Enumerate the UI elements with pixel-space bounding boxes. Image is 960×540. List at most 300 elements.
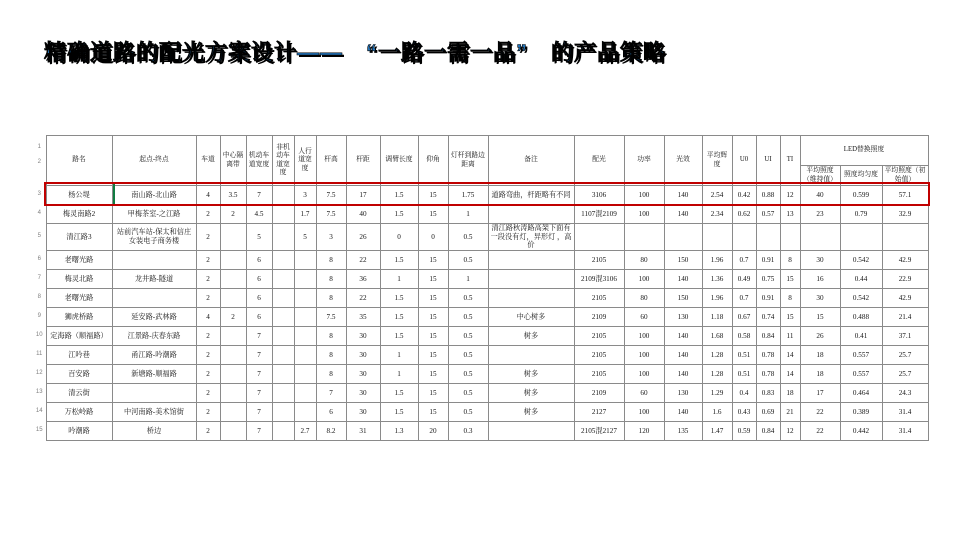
- table-cell: 1.75: [448, 186, 488, 205]
- col-header-led-group: LED替换照度: [800, 136, 928, 166]
- table-cell: 21: [780, 402, 800, 421]
- table-cell: 1: [380, 364, 418, 383]
- table-cell: 8: [316, 364, 346, 383]
- table-cell: 1.3: [380, 421, 418, 440]
- table-cell: 2105混2127: [574, 421, 624, 440]
- table-cell: [112, 383, 196, 402]
- table-cell: 8: [780, 288, 800, 307]
- table-cell: [294, 288, 316, 307]
- table-cell: 树多: [488, 326, 574, 345]
- table-row: [33, 205, 928, 224]
- table-cell: 15: [418, 402, 448, 421]
- table-cell: 1.96: [702, 250, 732, 269]
- road-lighting-table: [33, 135, 929, 441]
- table-cell: 0.557: [840, 345, 882, 364]
- table-cell: [220, 421, 246, 440]
- table-cell: 22: [800, 402, 840, 421]
- table-cell: 2105: [574, 345, 624, 364]
- table-cell: 40: [800, 186, 840, 205]
- table-cell: 7: [246, 186, 272, 205]
- table-cell: 30: [346, 402, 380, 421]
- col-header-pole-height: 杆高: [316, 136, 346, 186]
- table-cell: 0.51: [732, 364, 756, 383]
- table-cell: 7.5: [316, 186, 346, 205]
- table-cell: 0.75: [756, 269, 780, 288]
- table-cell: 站前汽车站-保太和信庄女装电子商务楼: [112, 224, 196, 251]
- table-cell: 道路弯曲，杆距略有不同: [488, 186, 574, 205]
- table-cell: [488, 250, 574, 269]
- table-cell: 1: [380, 345, 418, 364]
- table-cell: [272, 421, 294, 440]
- table-cell: 梅灵南路2: [46, 205, 112, 224]
- table-cell: 6: [316, 402, 346, 421]
- table-cell: 3106: [574, 186, 624, 205]
- table-cell: 20: [418, 421, 448, 440]
- table-cell: 15: [418, 364, 448, 383]
- table-cell: [488, 421, 574, 440]
- col-header-sidewalk-width: 人行道宽度: [294, 136, 316, 186]
- table-cell: 2109混3106: [574, 269, 624, 288]
- table-cell: 0.5: [448, 326, 488, 345]
- table-cell: 2.7: [294, 421, 316, 440]
- table-cell: 1.5: [380, 205, 418, 224]
- table-cell: 8: [316, 269, 346, 288]
- table-cell: 6: [246, 307, 272, 326]
- table-cell: [272, 205, 294, 224]
- table-cell: 8: [316, 250, 346, 269]
- table-cell: 42.9: [882, 288, 928, 307]
- table-cell: 杨公堤: [46, 186, 112, 205]
- table-cell: 老曙光路: [46, 288, 112, 307]
- table-cell: 130: [664, 383, 702, 402]
- table-cell: [272, 307, 294, 326]
- table-cell: 1.5: [380, 383, 418, 402]
- col-header-led-uniformity: 照度均匀度: [840, 166, 882, 186]
- table-cell: 老曙光路: [46, 250, 112, 269]
- table-cell: 0.542: [840, 288, 882, 307]
- table-cell: 57.1: [882, 186, 928, 205]
- table-cell: 37.1: [882, 326, 928, 345]
- table-cell: 1.36: [702, 269, 732, 288]
- table-cell: 2109: [574, 307, 624, 326]
- table-cell: 140: [664, 326, 702, 345]
- table-cell: [294, 383, 316, 402]
- table-cell: 0.599: [840, 186, 882, 205]
- table-cell: [488, 205, 574, 224]
- table-cell: 8: [316, 345, 346, 364]
- table-cell: 100: [624, 345, 664, 364]
- table-cell: 0.5: [448, 402, 488, 421]
- table-cell: 2: [196, 402, 220, 421]
- table-cell: 2105: [574, 364, 624, 383]
- table-cell: [272, 269, 294, 288]
- table-cell: 15: [418, 326, 448, 345]
- table-cell: 0.88: [756, 186, 780, 205]
- table-cell: [294, 402, 316, 421]
- table-row: [33, 224, 928, 251]
- table-cell: 8: [316, 288, 346, 307]
- table-cell: 龙井路-隧道: [112, 269, 196, 288]
- table-cell: 0.389: [840, 402, 882, 421]
- table-cell: 18: [780, 383, 800, 402]
- col-header-led-initial: 平均照度（初始值）: [882, 166, 928, 186]
- table-cell: 4: [196, 186, 220, 205]
- table-cell: 江景路-庆春东路: [112, 326, 196, 345]
- table-cell: 130: [664, 307, 702, 326]
- table-cell: 30: [346, 326, 380, 345]
- table-cell: 0.5: [448, 345, 488, 364]
- table-cell: 30: [346, 345, 380, 364]
- table-cell: 40: [346, 205, 380, 224]
- table-cell: 2: [196, 326, 220, 345]
- table-cell: 1.18: [702, 307, 732, 326]
- table-cell: [488, 269, 574, 288]
- table-cell: 3: [294, 186, 316, 205]
- row-number: 11: [36, 351, 43, 358]
- table-cell: 140: [664, 345, 702, 364]
- table-cell: 0.5: [448, 307, 488, 326]
- table-cell: 80: [624, 250, 664, 269]
- table-cell: 21.4: [882, 307, 928, 326]
- table-cell: 7: [246, 345, 272, 364]
- table-cell: 15: [418, 307, 448, 326]
- table-cell: 0.59: [732, 421, 756, 440]
- table-cell: 2: [196, 383, 220, 402]
- table-cell: 11: [780, 326, 800, 345]
- table-cell: 7: [246, 364, 272, 383]
- table-cell: [624, 224, 664, 251]
- table-row: [33, 345, 928, 364]
- table-cell: 18: [800, 364, 840, 383]
- table-cell: 100: [624, 186, 664, 205]
- table-cell: 30: [346, 383, 380, 402]
- col-header-tilt-angle: 仰角: [418, 136, 448, 186]
- table-cell: 6: [246, 288, 272, 307]
- table-cell: 7: [246, 421, 272, 440]
- col-header-arm-length: 调臂长度: [380, 136, 418, 186]
- table-cell: 30: [800, 288, 840, 307]
- col-header-pole-to-road-distance: 灯杆到路边距离: [448, 136, 488, 186]
- row-number: 5: [37, 233, 41, 240]
- table-cell: 15: [418, 250, 448, 269]
- table-cell: 1107混2109: [574, 205, 624, 224]
- table-cell: 树多: [488, 402, 574, 421]
- table-cell: [272, 186, 294, 205]
- table-cell: 15: [418, 288, 448, 307]
- col-header-u0: U0: [732, 136, 756, 186]
- table-cell: 2105: [574, 288, 624, 307]
- table-cell: 0.74: [756, 307, 780, 326]
- table-cell: 1.5: [380, 326, 418, 345]
- table-cell: 16: [800, 269, 840, 288]
- table-cell: 2.54: [702, 186, 732, 205]
- table-row: [33, 288, 928, 307]
- table-row: [33, 186, 928, 205]
- table-cell: 100: [624, 402, 664, 421]
- table-body: [33, 186, 928, 441]
- col-header-pole-spacing: 杆距: [346, 136, 380, 186]
- table-cell: [294, 326, 316, 345]
- table-cell: 新塘路-顺福路: [112, 364, 196, 383]
- table-cell: 0.5: [448, 224, 488, 251]
- table-cell: [112, 250, 196, 269]
- table-cell: 1.29: [702, 383, 732, 402]
- table-cell: 150: [664, 250, 702, 269]
- table-cell: 0.91: [756, 250, 780, 269]
- col-header-motorway-width: 机动车道宽度: [246, 136, 272, 186]
- table-cell: 0.442: [840, 421, 882, 440]
- table-cell: [220, 364, 246, 383]
- row-number: 8: [37, 294, 41, 301]
- table-cell: 0.57: [756, 205, 780, 224]
- table-cell: [732, 224, 756, 251]
- table-cell: 树多: [488, 383, 574, 402]
- table-cell: 1.68: [702, 326, 732, 345]
- road-table-container: [33, 135, 929, 441]
- table-cell: [272, 224, 294, 251]
- table-cell: 1.5: [380, 402, 418, 421]
- table-cell: 7: [246, 326, 272, 345]
- row-number: 7: [37, 275, 41, 282]
- table-cell: 80: [624, 288, 664, 307]
- table-cell: 1.5: [380, 307, 418, 326]
- table-cell: 0.67: [732, 307, 756, 326]
- table-cell: 30: [346, 364, 380, 383]
- table-cell: [220, 224, 246, 251]
- table-cell: 2109: [574, 383, 624, 402]
- col-header-power: 功率: [624, 136, 664, 186]
- table-row: [33, 364, 928, 383]
- table-cell: 140: [664, 402, 702, 421]
- table-cell: 0.51: [732, 345, 756, 364]
- table-cell: 1.5: [380, 288, 418, 307]
- table-cell: 0.5: [448, 250, 488, 269]
- table-cell: 1.28: [702, 364, 732, 383]
- table-cell: 14: [780, 345, 800, 364]
- table-cell: 1.7: [294, 205, 316, 224]
- table-cell: 140: [664, 269, 702, 288]
- col-header-light-distribution: 配光: [574, 136, 624, 186]
- table-cell: 1.96: [702, 288, 732, 307]
- col-header-ti: TI: [780, 136, 800, 186]
- table-cell: [272, 326, 294, 345]
- row-number: 12: [35, 370, 43, 377]
- table-cell: [220, 288, 246, 307]
- table-cell: 2127: [574, 402, 624, 421]
- table-row: [33, 326, 928, 345]
- table-cell: [272, 345, 294, 364]
- table-cell: 0.79: [840, 205, 882, 224]
- table-cell: 0: [380, 224, 418, 251]
- table-cell: 7: [316, 383, 346, 402]
- table-cell: 7.5: [316, 307, 346, 326]
- table-cell: 6: [246, 250, 272, 269]
- table-cell: 31.4: [882, 402, 928, 421]
- table-cell: 0.542: [840, 250, 882, 269]
- table-cell: 12: [780, 421, 800, 440]
- col-header-efficacy: 光效: [664, 136, 702, 186]
- table-cell: 100: [624, 326, 664, 345]
- table-cell: 30: [800, 250, 840, 269]
- table-cell: 0.7: [732, 288, 756, 307]
- col-header-lanes: 车道: [196, 136, 220, 186]
- table-cell: [272, 250, 294, 269]
- table-cell: 2: [196, 224, 220, 251]
- table-cell: 3.5: [220, 186, 246, 205]
- table-cell: 0: [418, 224, 448, 251]
- table-cell: 0.557: [840, 364, 882, 383]
- table-cell: 2: [196, 364, 220, 383]
- table-cell: 60: [624, 383, 664, 402]
- table-cell: 7: [246, 402, 272, 421]
- table-cell: 24.3: [882, 383, 928, 402]
- table-cell: 15: [780, 269, 800, 288]
- table-row: [33, 402, 928, 421]
- table-cell: [702, 224, 732, 251]
- table-cell: 0.62: [732, 205, 756, 224]
- table-cell: 26: [800, 326, 840, 345]
- table-row: [33, 307, 928, 326]
- table-cell: 树多: [488, 364, 574, 383]
- table-cell: 17: [346, 186, 380, 205]
- table-cell: 0.49: [732, 269, 756, 288]
- table-cell: 12: [780, 186, 800, 205]
- table-cell: 13: [780, 205, 800, 224]
- table-cell: 22.9: [882, 269, 928, 288]
- table-cell: [882, 224, 928, 251]
- table-cell: 3: [316, 224, 346, 251]
- table-cell: 100: [624, 269, 664, 288]
- table-cell: 桥边: [112, 421, 196, 440]
- table-cell: 延安路-武林路: [112, 307, 196, 326]
- table-cell: 0.43: [732, 402, 756, 421]
- table-cell: 31.4: [882, 421, 928, 440]
- table-cell: 清云街: [46, 383, 112, 402]
- row-number: 4: [37, 210, 41, 217]
- table-cell: 0.44: [840, 269, 882, 288]
- table-cell: 狮虎桥路: [46, 307, 112, 326]
- col-header-avg-luminance: 平均辉度: [702, 136, 732, 186]
- table-cell: 17: [800, 383, 840, 402]
- table-row: [33, 250, 928, 269]
- table-cell: 0.91: [756, 288, 780, 307]
- table-cell: 26: [346, 224, 380, 251]
- col-header-nonmotorway-width: 非机动车道宽度: [272, 136, 294, 186]
- table-cell: 150: [664, 288, 702, 307]
- table-cell: 2105: [574, 326, 624, 345]
- col-header-road-name: 路名: [46, 136, 112, 186]
- table-cell: 1.6: [702, 402, 732, 421]
- table-cell: 100: [624, 364, 664, 383]
- table-cell: [220, 383, 246, 402]
- col-header-led-maintained: 平均照度（维持值）: [800, 166, 840, 186]
- table-row: [33, 421, 928, 440]
- table-cell: 15: [418, 345, 448, 364]
- col-header-remarks: 备注: [488, 136, 574, 186]
- row-number: 15: [35, 427, 43, 434]
- table-cell: 140: [664, 205, 702, 224]
- table-cell: 7: [246, 383, 272, 402]
- table-cell: 1: [380, 269, 418, 288]
- table-cell: [664, 224, 702, 251]
- table-cell: 2105: [574, 250, 624, 269]
- row-number: 9: [37, 313, 41, 320]
- row-number: 13: [35, 389, 43, 396]
- table-cell: 25.7: [882, 364, 928, 383]
- table-cell: 0.78: [756, 345, 780, 364]
- table-cell: [112, 288, 196, 307]
- table-cell: 0.69: [756, 402, 780, 421]
- table-cell: 梅灵北路: [46, 269, 112, 288]
- table-cell: 1: [448, 205, 488, 224]
- table-cell: 2: [220, 307, 246, 326]
- table-cell: 5: [294, 224, 316, 251]
- table-cell: 0.84: [756, 421, 780, 440]
- table-cell: 15: [418, 186, 448, 205]
- table-cell: 清江路3: [46, 224, 112, 251]
- table-cell: [220, 250, 246, 269]
- table-cell: 0.84: [756, 326, 780, 345]
- table-cell: 甲梅茶室-之江路: [112, 205, 196, 224]
- table-cell: 25.7: [882, 345, 928, 364]
- table-cell: 15: [780, 307, 800, 326]
- table-cell: 23: [800, 205, 840, 224]
- table-cell: 2: [196, 269, 220, 288]
- table-cell: 140: [664, 186, 702, 205]
- table-cell: 中心树多: [488, 307, 574, 326]
- table-cell: [272, 402, 294, 421]
- table-cell: 百安路: [46, 364, 112, 383]
- table-cell: 36: [346, 269, 380, 288]
- table-cell: [220, 402, 246, 421]
- table-cell: [488, 345, 574, 364]
- table-cell: 0.5: [448, 364, 488, 383]
- table-cell: 0.3: [448, 421, 488, 440]
- table-cell: [840, 224, 882, 251]
- table-row: [33, 383, 928, 402]
- table-cell: [294, 250, 316, 269]
- table-cell: 2: [220, 205, 246, 224]
- table-cell: 万松岭路: [46, 402, 112, 421]
- table-cell: 15: [418, 383, 448, 402]
- table-cell: 2: [196, 288, 220, 307]
- table-cell: 1: [448, 269, 488, 288]
- row-number: 10: [35, 332, 43, 339]
- table-cell: 2: [196, 345, 220, 364]
- table-cell: 甬江路-吟潮路: [112, 345, 196, 364]
- table-cell: 0.58: [732, 326, 756, 345]
- col-header-median: 中心隔离带: [220, 136, 246, 186]
- row-number: 3: [37, 191, 41, 198]
- table-cell: 南山路-北山路: [112, 186, 196, 205]
- table-cell: [272, 383, 294, 402]
- table-cell: 42.9: [882, 250, 928, 269]
- table-cell: 2: [196, 250, 220, 269]
- table-cell: [294, 269, 316, 288]
- table-cell: 8.2: [316, 421, 346, 440]
- table-cell: [756, 224, 780, 251]
- table-cell: 22: [800, 421, 840, 440]
- table-cell: 14: [780, 364, 800, 383]
- table-cell: 140: [664, 364, 702, 383]
- table-cell: 100: [624, 205, 664, 224]
- table-cell: 0.5: [448, 383, 488, 402]
- table-cell: 0.5: [448, 288, 488, 307]
- table-cell: [574, 224, 624, 251]
- table-cell: 8: [780, 250, 800, 269]
- table-cell: 0.464: [840, 383, 882, 402]
- table-cell: 60: [624, 307, 664, 326]
